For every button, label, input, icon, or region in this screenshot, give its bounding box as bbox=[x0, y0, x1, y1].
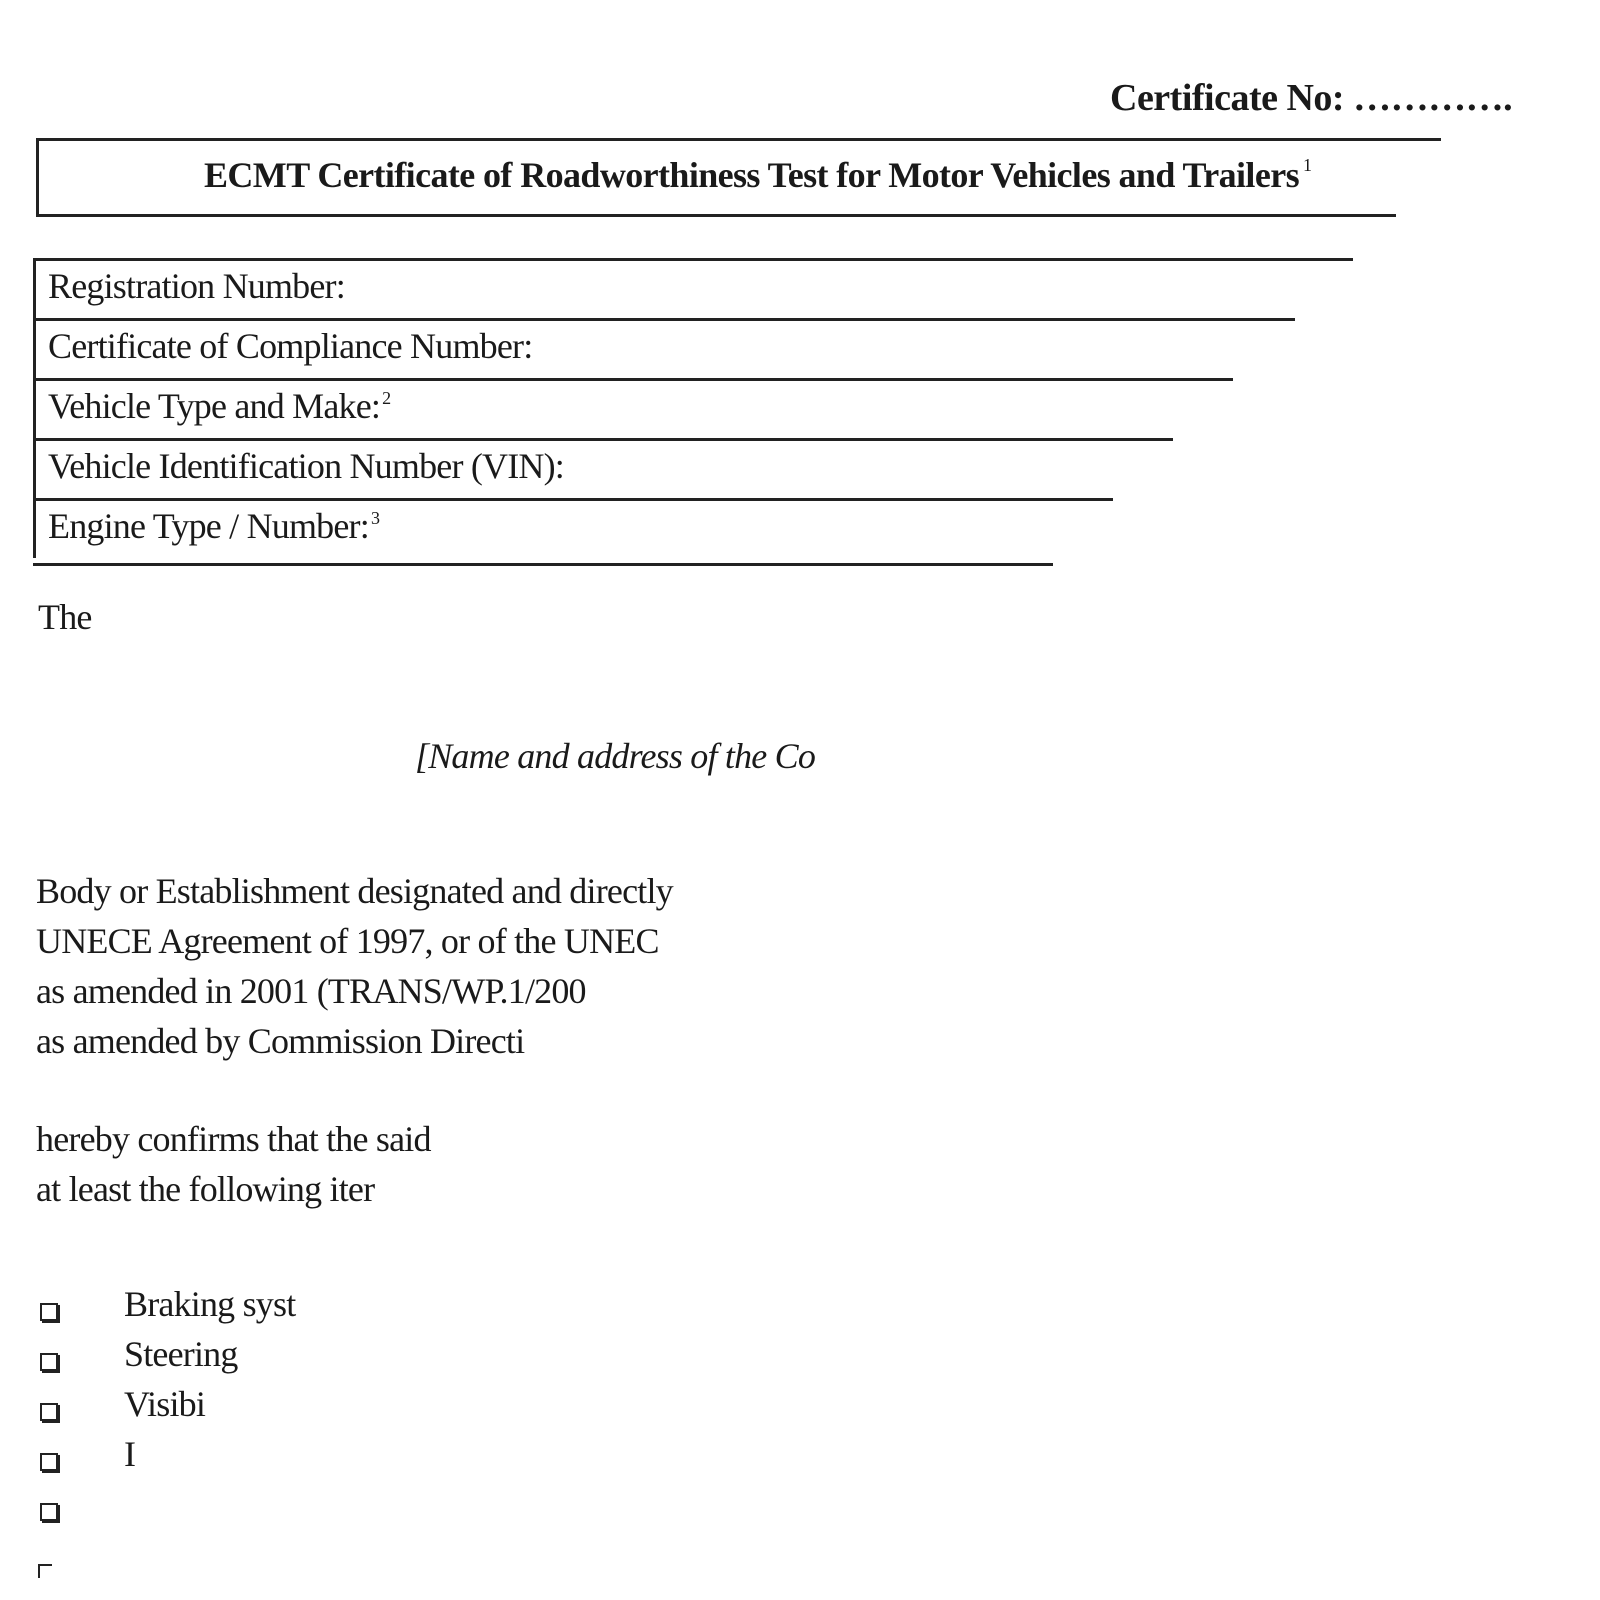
row-registration-number bbox=[33, 258, 345, 318]
paragraph1-line4: as amended by Commission Directi bbox=[36, 1021, 525, 1061]
engine-type-number-label: Engine Type / Number: $^3$ bbox=[48, 506, 380, 546]
paragraph2-line2: at least the following iter bbox=[36, 1169, 375, 1209]
paragraph1-line3: as amended in 2001 (TRANS/WP.1/200 bbox=[36, 971, 586, 1011]
certificate-number: Certificate No: …………. bbox=[1110, 77, 1513, 119]
certificate-title-text: ECMT Certificate of Roadworthiness Test for Motor Vehicles and Trailers bbox=[204, 155, 1299, 195]
paragraph1-line1: Body or Establishment designated and directly bbox=[36, 871, 673, 911]
row-certificate-of-compliance-number bbox=[33, 318, 533, 378]
braking-system-label: Braking syst bbox=[124, 1284, 296, 1324]
row-vin bbox=[33, 438, 564, 498]
certificate-title bbox=[204, 154, 1311, 196]
paragraph2-line1: hereby confirms that the said bbox=[36, 1119, 431, 1159]
row-engine-type-number bbox=[33, 498, 380, 558]
item4-checkbox[interactable] bbox=[40, 1453, 58, 1471]
braking-system-checkbox[interactable] bbox=[40, 1303, 58, 1321]
vin-label: Vehicle Identification Number (VIN): bbox=[48, 446, 564, 486]
name-and-address-placeholder: [Name and address of the Co bbox=[415, 736, 816, 776]
engine-type-footnote: 3 bbox=[370, 508, 380, 528]
steering-checkbox[interactable] bbox=[40, 1353, 58, 1371]
row-vehicle-type-and-make bbox=[33, 378, 391, 438]
steering-label: Steering bbox=[124, 1334, 238, 1374]
item6-checkbox-partial bbox=[38, 1564, 52, 1578]
title-footnote: 1 bbox=[1303, 155, 1312, 175]
visibility-label: Visibi bbox=[124, 1384, 206, 1424]
registration-number-label: Registration Number: bbox=[48, 266, 345, 306]
vehicle-type-and-make-label: Vehicle Type and Make: $^2$ bbox=[48, 386, 391, 426]
visibility-checkbox[interactable] bbox=[40, 1403, 58, 1421]
certificate-of-compliance-label: Certificate of Compliance Number: bbox=[48, 326, 533, 366]
item5-checkbox[interactable] bbox=[40, 1503, 58, 1521]
registration-table bbox=[33, 258, 564, 558]
title-box bbox=[36, 138, 1441, 214]
paragraph1-line2: UNECE Agreement of 1997, or of the UNEC bbox=[36, 921, 659, 961]
the-text: The bbox=[38, 597, 92, 637]
vehicle-type-footnote: 2 bbox=[382, 388, 391, 408]
item4-label: I bbox=[124, 1434, 136, 1474]
